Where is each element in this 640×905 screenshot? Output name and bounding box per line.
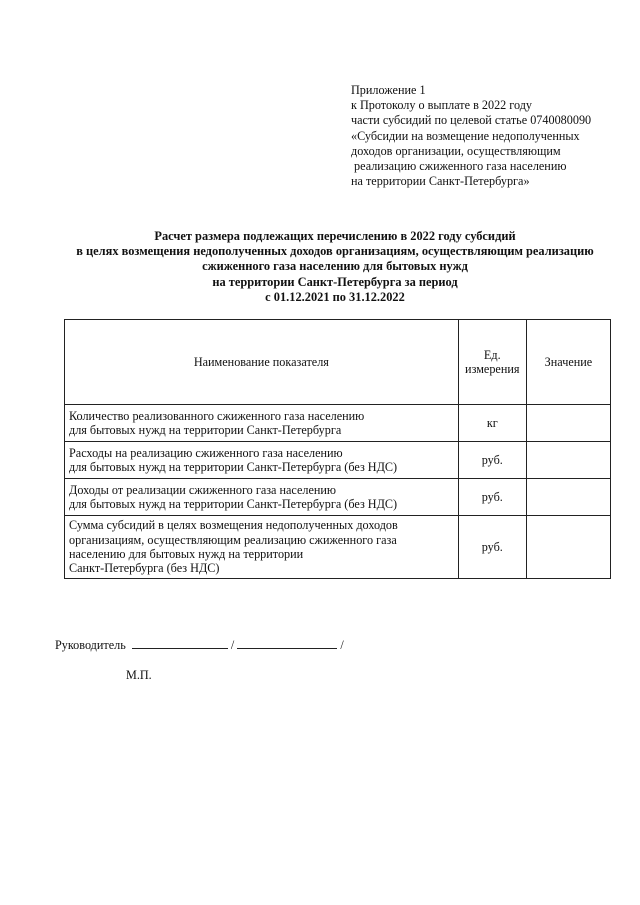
signature-label: Руководитель: [55, 638, 126, 652]
annex-line: «Субсидии на возмещение недополученных: [351, 128, 580, 143]
table-header-row: [65, 320, 611, 405]
document-title: [40, 229, 630, 305]
annex-header: [351, 83, 636, 189]
signature-field[interactable]: [132, 637, 228, 649]
header-unit-line2: измерения: [465, 362, 520, 376]
row-indicator-name: [65, 405, 459, 442]
row-unit: руб.: [458, 516, 526, 579]
title-line: на территории Санкт-Петербурга за период: [212, 274, 458, 289]
annex-line: на территории Санкт-Петербурга»: [351, 174, 530, 189]
row-value-cell[interactable]: [526, 479, 610, 516]
row-value-cell[interactable]: [526, 516, 610, 579]
header-value: Значение: [526, 320, 610, 405]
signature-end: /: [340, 638, 344, 652]
annex-line: доходов организации, осуществляющим: [351, 143, 561, 158]
row-value-cell[interactable]: [526, 405, 610, 442]
title-line: сжиженного газа населению для бытовых нужд: [202, 259, 468, 274]
annex-line: Приложение 1: [351, 83, 426, 97]
calculation-table: [64, 319, 611, 579]
row-indicator-name: [65, 516, 459, 579]
table-row: [65, 442, 611, 479]
header-indicator-name: Наименование показателя: [65, 320, 459, 405]
row-value-cell[interactable]: [526, 442, 610, 479]
row-unit: кг: [458, 405, 526, 442]
signature-separator: /: [230, 638, 235, 652]
row-name-line: для бытовых нужд на территории Санкт-Петербурга (без НДС): [69, 497, 398, 511]
annex-line: реализацию сжиженного газа населению: [351, 159, 567, 174]
annex-line: к Протоколу о выплате в 2022 году: [351, 98, 533, 113]
title-line: с 01.12.2021 по 31.12.2022: [265, 289, 405, 304]
table-row: [65, 479, 611, 516]
annex-line: части субсидий по целевой статье 0740080090: [351, 113, 592, 128]
row-name-line: организациям, осуществляющим реализацию сжиженного газа: [69, 532, 397, 547]
table-row: [65, 516, 611, 579]
row-name-line: Доходы от реализации сжиженного газа населению: [69, 482, 337, 497]
title-line: в целях возмещения недополученных доходов организациям, осуществляющим реализацию: [76, 244, 594, 259]
row-name-line: населению для бытовых нужд на территории: [69, 547, 304, 561]
row-name-line: для бытовых нужд на территории Санкт-Петербурга: [69, 423, 342, 437]
signature-line: [55, 637, 344, 653]
row-name-line: для бытовых нужд на территории Санкт-Петербурга (без НДС): [69, 460, 398, 474]
row-unit: руб.: [458, 479, 526, 516]
header-unit: [458, 320, 526, 405]
stamp-placeholder: М.П.: [126, 668, 152, 682]
signature-name-field[interactable]: [237, 637, 337, 649]
row-indicator-name: [65, 479, 459, 516]
row-name-line: Санкт-Петербурга (без НДС): [69, 561, 220, 576]
row-unit: руб.: [458, 442, 526, 479]
row-name-line: Количество реализованного сжиженного газа населению: [69, 408, 365, 423]
title-line: Расчет размера подлежащих перечислению в 2022 году субсидий: [154, 229, 516, 243]
row-name-line: Расходы на реализацию сжиженного газа населению: [69, 445, 343, 460]
header-unit-line1: Ед.: [483, 347, 501, 362]
table-row: [65, 405, 611, 442]
row-indicator-name: [65, 442, 459, 479]
row-name-line: Сумма субсидий в целях возмещения недополученных доходов: [69, 518, 398, 533]
